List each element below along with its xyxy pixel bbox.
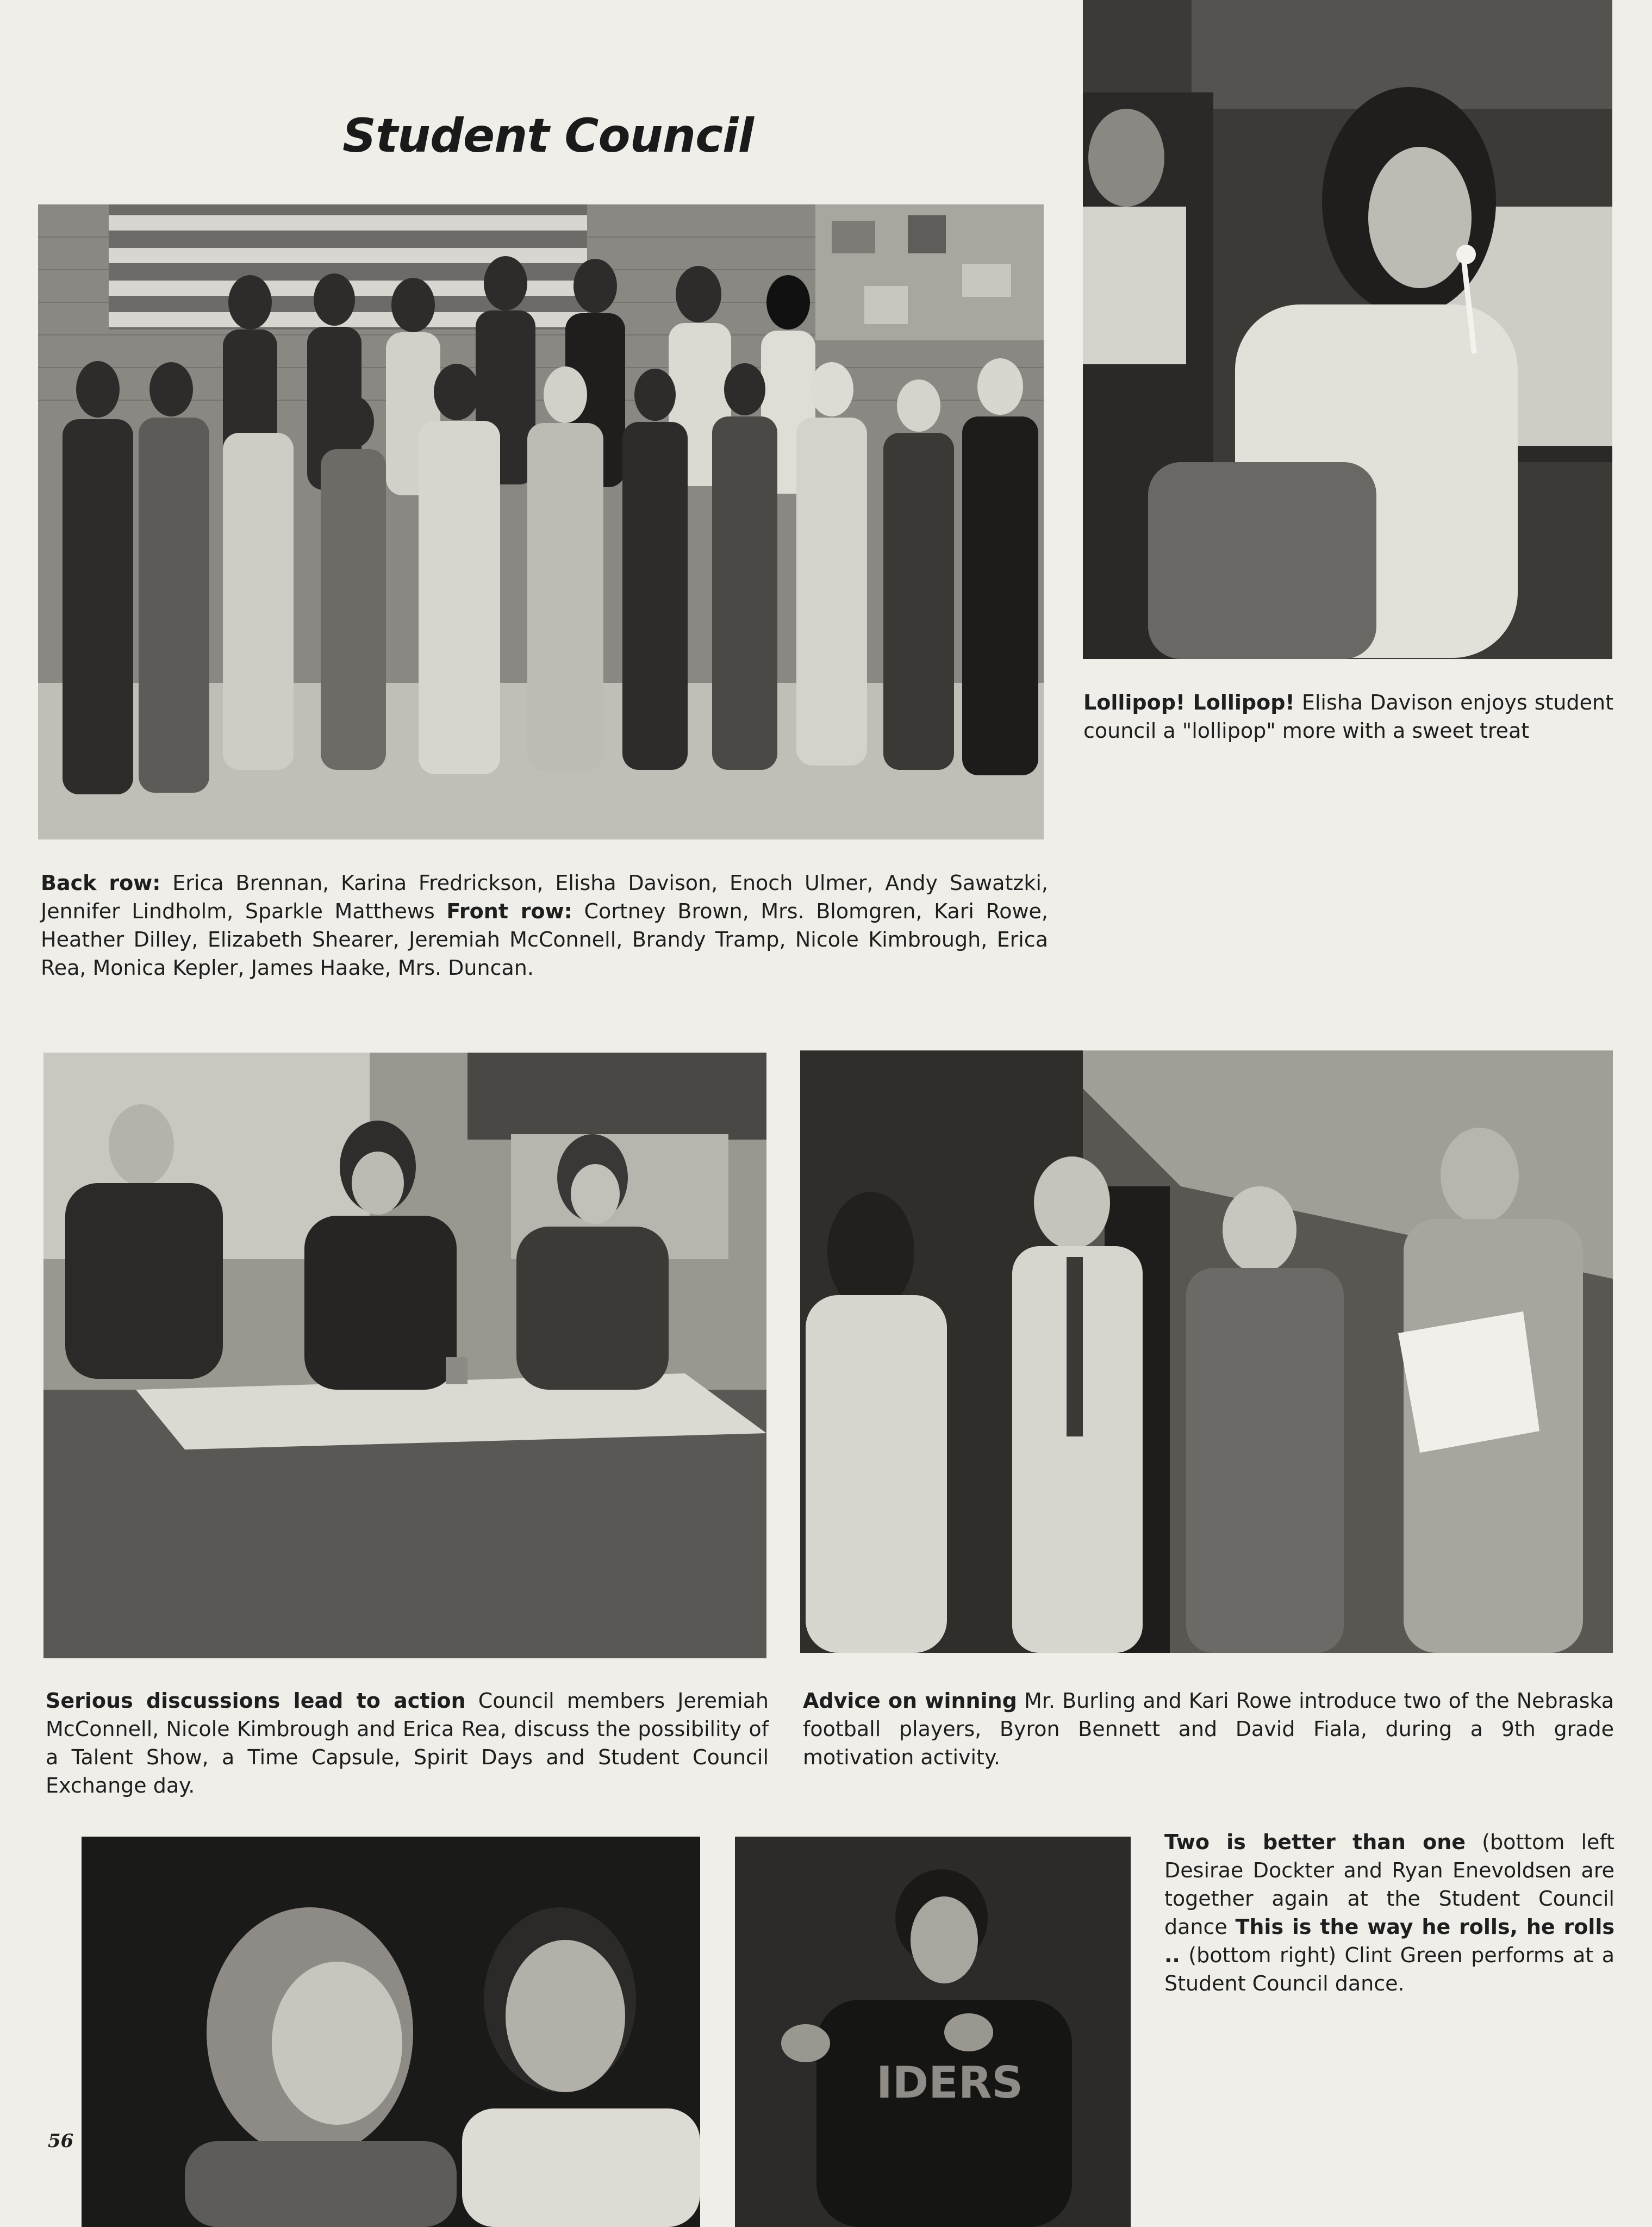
- discussion-caption-headline: Serious discussions lead to action: [46, 1689, 466, 1713]
- advice-caption-headline: Advice on winning: [803, 1689, 1017, 1713]
- dance-right-photo: [735, 1837, 1131, 2227]
- group-caption: [41, 869, 1048, 982]
- dance-caption-headline-2: This is the way he rolls, he rolls ..: [1164, 1915, 1615, 1967]
- lollipop-caption-headline: Lollipop! Lollipop!: [1083, 691, 1295, 714]
- svg-text:IDERS: IDERS: [876, 2057, 1024, 2108]
- lollipop-caption-text: Elisha Davison enjoys student council a "lollipop" more with a sweet treat: [1083, 691, 1614, 743]
- lollipop-caption: [1083, 688, 1613, 745]
- front-row-label: Front row:: [446, 899, 572, 923]
- dance-left-photo-scene: [82, 1837, 700, 2227]
- page-number: 56: [48, 2130, 74, 2152]
- discussion-caption: [46, 1687, 769, 1800]
- back-row-names: Erica Brennan, Karina Fredrickson, Elisha Davison, Enoch Ulmer, Andy Sawatzki, Jennifer Lindholm, Sparkle Matthews: [41, 871, 1049, 923]
- dance-left-photo: [82, 1837, 700, 2227]
- dance-caption-text-1: (bottom left Desirae Dockter and Ryan Enevoldsen are together again at the Student Council dance: [1164, 1830, 1614, 1939]
- discussion-photo-scene: [43, 1053, 766, 1658]
- group-photo-scene: [38, 204, 1044, 839]
- discussion-photo: [43, 1053, 766, 1658]
- advice-caption-text: Mr. Burling and Kari Rowe introduce two of the Nebraska football players, Byron Bennett and David Fiala, during a 9th grade motivation activity.: [803, 1689, 1614, 1769]
- back-row-label: Back row:: [41, 871, 161, 895]
- lollipop-photo-scene: [1083, 0, 1612, 659]
- page-title: Student Council: [342, 109, 754, 163]
- dance-right-photo-scene: [735, 1837, 1131, 2227]
- front-row-names: Cortney Brown, Mrs. Blomgren, Kari Rowe, Heather Dilley, Elizabeth Shearer, Jeremiah McConnell, Brandy Tramp, Nicole Kimbrough, Erica Rea, Monica Kepler, James Haake, Mrs. Duncan.: [41, 899, 1048, 980]
- advice-caption: [803, 1687, 1614, 1771]
- dance-caption: [1164, 1828, 1614, 1998]
- lollipop-photo: [1083, 0, 1612, 659]
- advice-photo: [800, 1050, 1613, 1653]
- wall-quilt: [815, 204, 1044, 340]
- discussion-caption-text: Council members Jeremiah McConnell, Nicole Kimbrough and Erica Rea, discuss the possibility of a Talent Show, a Time Capsule, Spirit Days and Student Council Exchange day.: [46, 1689, 769, 1797]
- advice-photo-scene: [800, 1050, 1613, 1653]
- dance-caption-headline-1: Two is better than one: [1164, 1830, 1466, 1854]
- dance-caption-text-2: (bottom right) Clint Green performs at a Student Council dance.: [1164, 1943, 1614, 1995]
- group-photo: [38, 204, 1044, 839]
